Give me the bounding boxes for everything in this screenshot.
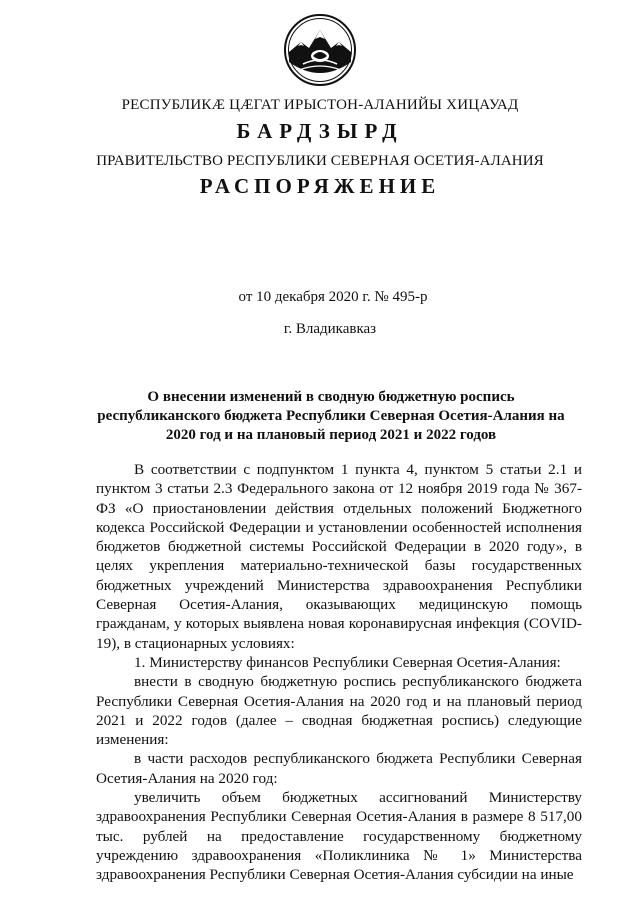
document-title: О внесении изменений в сводную бюджетную роспись республиканского бюджета Республики Северная Осетия-Алания на 2020 год и на плановый период 2021 и 2022 годов (97, 389, 565, 443)
body-paragraph-expenses: в части расходов республиканского бюджета Республики Северная Осетия-Алания на 2020 год: (96, 750, 582, 787)
document-date-number: от 10 декабря 2020 г. № 495-р (238, 289, 428, 305)
body-paragraph-item-1: 1. Министерству финансов Республики Северная Осетия-Алания: (134, 653, 561, 671)
document-city: г. Владикавказ (283, 321, 377, 337)
document-type-ossetian: БАРДЗЫРД (236, 119, 404, 143)
government-name-russian: ПРАВИТЕЛЬСТВО РЕСПУБЛИКИ СЕВЕРНАЯ ОСЕТИЯ-АЛАНИЯ (96, 153, 544, 169)
republic-name-ossetian: РЕСПУБЛИКÆ ЦÆГАТ ИРЫСТОН-АЛАНИЙЫ ХИЦАУАД (121, 97, 519, 113)
body-paragraph-increase: увеличить объем бюджетных ассигнований Министерству здравоохранения Республики Северная Осетия-Алания в размере 8 517,00 тыс. рублей на предоставление государственному бюджетному учреждению здравоохранения «Поликлиника № 1» Министерства здравоохранения Республики Северная Осетия-Алания субсидии на иные (96, 789, 582, 884)
document-type-russian: РАСПОРЯЖЕНИЕ (199, 174, 441, 198)
coat-of-arms-emblem (283, 12, 357, 88)
body-paragraph-amend: внести в сводную бюджетную роспись республиканского бюджета Республики Северная Осетия-Алания на 2020 год и на плановый период 2021 и 2022 годов (далее – сводная бюджетная роспись) следующие изменения: (96, 673, 582, 749)
document-body (96, 460, 582, 885)
body-paragraph-preamble: В соответствии с подпунктом 1 пункта 4, пунктом 5 статьи 2.1 и пунктом 3 статьи 2.3 Федерального закона от 12 ноября 2019 года № 367-ФЗ «О приостановлении действия отдельных положений Бюджетного кодекса Российской Федерации и установлении особенностей исполнения бюджетов бюджетной системы Российской Федерации в 2020 году», в целях укрепления материально-технической базы государственных бюджетных учреждений Министерства здравоохранения Республики Северная Осетия-Алания, оказывающих медицинскую помощь гражданам, у которых выявлена новая коронавирусная инфекция (COVID-19), в стационарных условиях: (96, 461, 582, 652)
